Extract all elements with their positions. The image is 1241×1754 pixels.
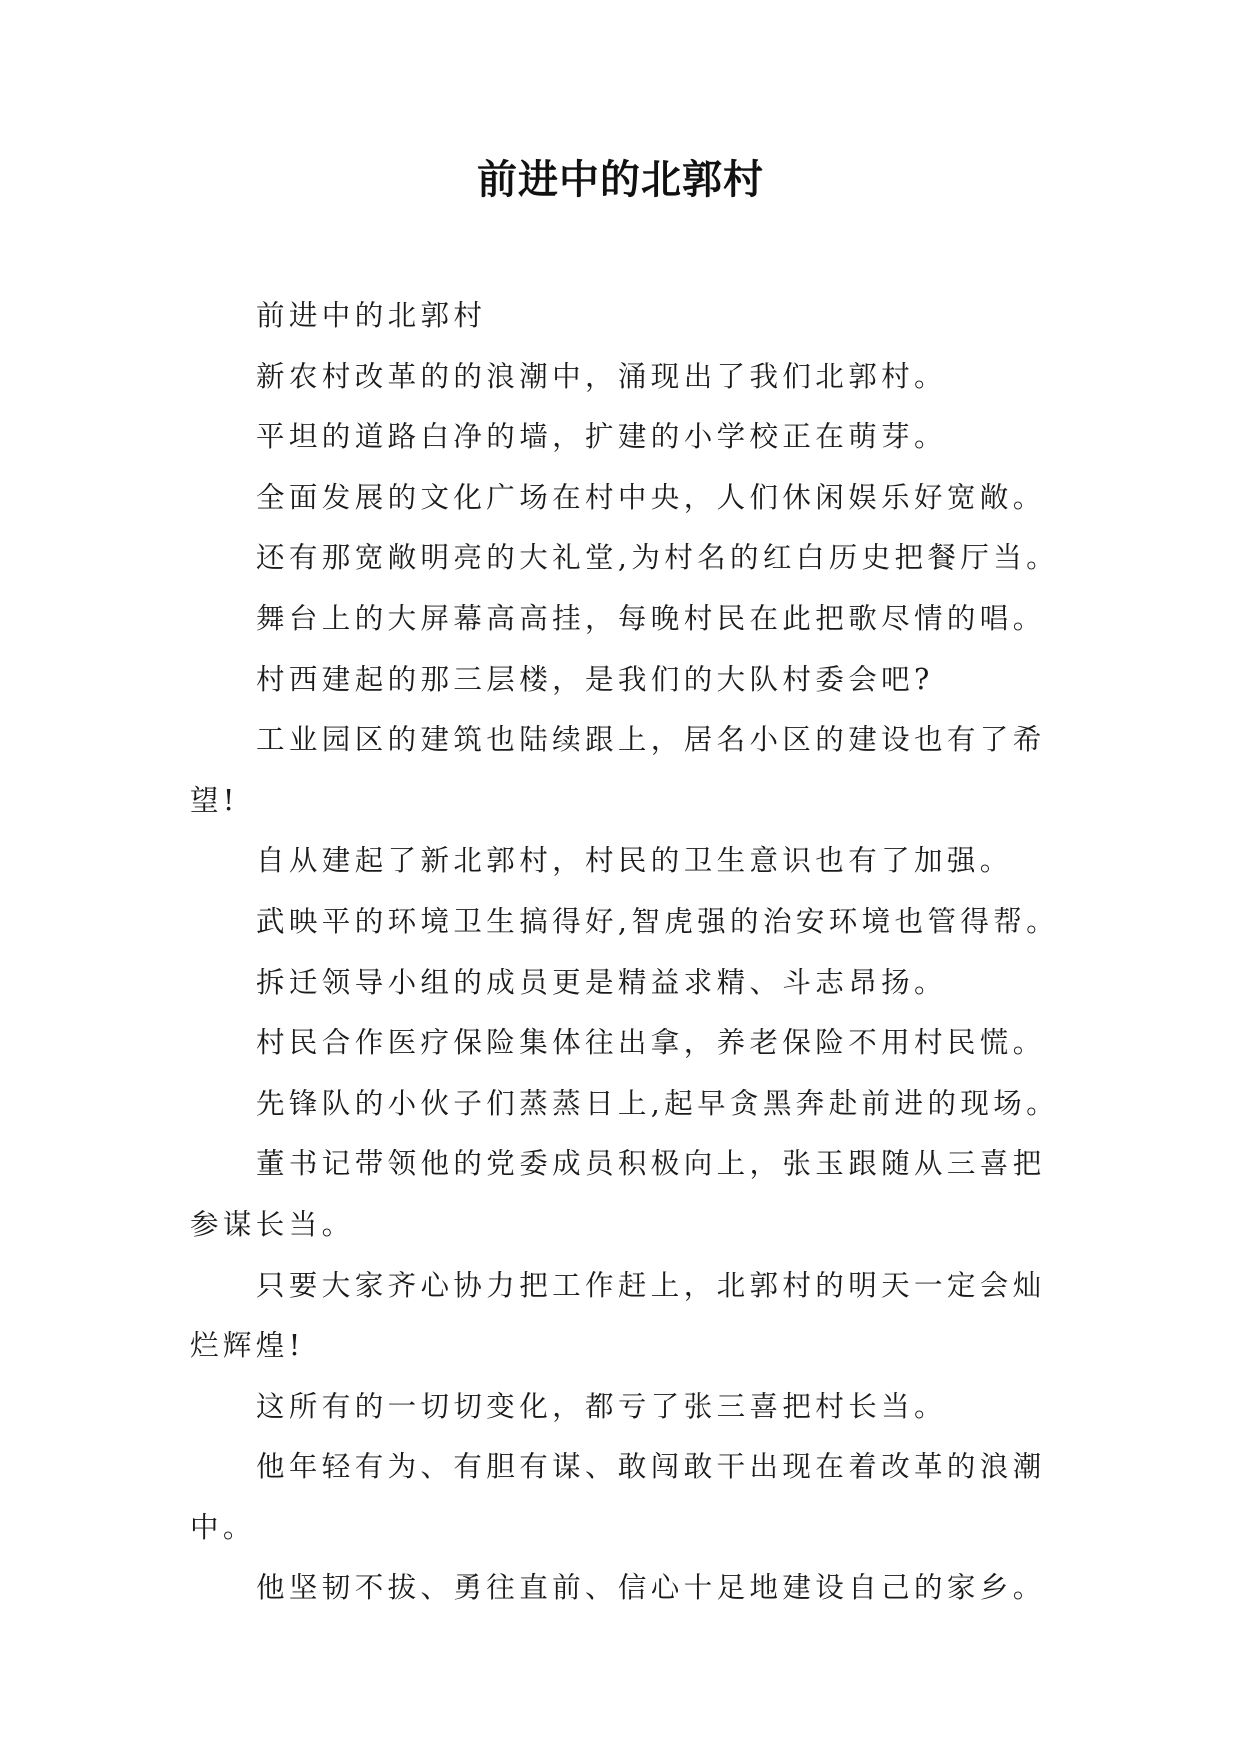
paragraph: 自从建起了新北郭村，村民的卫生意识也有了加强。	[256, 844, 1013, 878]
paragraph: 工业园区的建筑也陆续跟上，居名小区的建设也有了希望!	[190, 723, 1046, 817]
paragraph: 平坦的道路白净的墙，扩建的小学校正在萌芽。	[256, 420, 947, 454]
paragraph: 董书记带领他的党委成员积极向上，张玉跟随从三喜把参谋长当。	[190, 1147, 1046, 1241]
paragraph: 村西建起的那三层楼，是我们的大队村委会吧?	[256, 662, 934, 696]
paragraph: 只要大家齐心协力把工作赶上，北郭村的明天一定会灿烂辉煌!	[190, 1268, 1046, 1363]
paragraph: 武映平的环境卫生搞得好,智虎强的治安环境也管得帮。	[256, 904, 1060, 938]
paragraph: 还有那宽敞明亮的大礼堂,为村名的红白历史把餐厅当。	[256, 541, 1060, 575]
paragraph: 这所有的一切切变化，都亏了张三喜把村长当。	[256, 1389, 947, 1423]
paragraph: 前进中的北郭村	[256, 299, 487, 332]
paragraph: 他坚韧不拔、勇往直前、信心十足地建设自己的家乡。	[256, 1571, 1046, 1605]
document-body	[190, 286, 1070, 1619]
paragraph: 舞台上的大屏幕高高挂，每晚村民在此把歌尽情的唱。	[256, 601, 1046, 635]
paragraph: 新农村改革的的浪潮中，涌现出了我们北郭村。	[256, 359, 947, 393]
paragraph: 全面发展的文化广场在村中央，人们休闲娱乐好宽敞。	[256, 480, 1046, 514]
paragraph: 他年轻有为、有胆有谋、敢闯敢干出现在着改革的浪潮中。	[190, 1450, 1046, 1544]
document-title: 前进中的北郭村	[477, 157, 764, 203]
paragraph: 村民合作医疗保险集体往出拿，养老保险不用村民慌。	[256, 1026, 1046, 1060]
paragraph: 拆迁领导小组的成员更是精益求精、斗志昂扬。	[256, 965, 947, 999]
paragraph: 先锋队的小伙子们蒸蒸日上,起早贪黑奔赴前进的现场。	[256, 1086, 1060, 1120]
